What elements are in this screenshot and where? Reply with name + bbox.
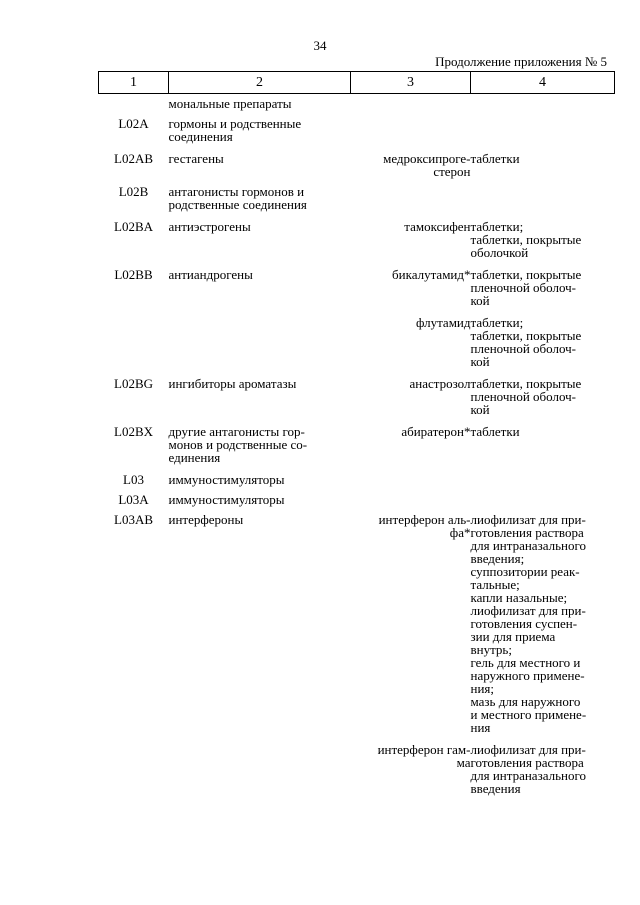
group-name-cell-line: соединения bbox=[168, 129, 233, 144]
dosage-form-cell-line: капли назальные; bbox=[470, 590, 568, 605]
dosage-form-cell-line: таблетки, покрытые bbox=[470, 376, 582, 391]
dosage-form-cell-line: пленочной оболоч- bbox=[470, 389, 576, 404]
dosage-form-cell-line: лиофилизат для при- bbox=[470, 512, 586, 527]
column-header-4: 4 bbox=[471, 72, 615, 94]
dosage-form-cell bbox=[471, 94, 615, 111]
table-row bbox=[99, 416, 615, 464]
drug-name-cell-line: бикалутамид* bbox=[392, 267, 471, 282]
table-row bbox=[99, 143, 615, 178]
column-header-3: 3 bbox=[351, 72, 471, 94]
dosage-form-cell-line: готовления суспен- bbox=[470, 616, 578, 631]
drug-name-cell bbox=[351, 368, 471, 416]
dosage-form-cell-line: мазь для наружного bbox=[470, 694, 581, 709]
dosage-form-cell-line: кой bbox=[470, 354, 490, 369]
drug-name-cell-line: фа* bbox=[449, 525, 471, 540]
drug-name-cell bbox=[351, 110, 471, 143]
group-name-cell-line: иммуностимуляторы bbox=[168, 472, 285, 487]
dosage-form-cell-line: гель для местного и bbox=[470, 655, 581, 670]
dosage-form-cell-line: тальные; bbox=[470, 577, 520, 592]
atc-code-cell: L02BB bbox=[114, 267, 153, 282]
group-name-cell-line: гормоны и родственные bbox=[168, 116, 302, 131]
column-header-1: 1 bbox=[99, 72, 169, 94]
table-row bbox=[99, 259, 615, 307]
drug-name-cell bbox=[351, 211, 471, 259]
column-number-header-row bbox=[99, 72, 615, 94]
group-name-cell bbox=[169, 259, 351, 307]
drug-name-cell bbox=[351, 486, 471, 506]
atc-code-cell: L02B bbox=[118, 184, 149, 199]
drug-name-cell-line: абиратерон* bbox=[401, 424, 471, 439]
dosage-form-cell-line: пленочной оболоч- bbox=[470, 280, 576, 295]
group-name-cell-line: гестагены bbox=[168, 151, 224, 166]
group-name-cell-line: единения bbox=[168, 450, 221, 465]
dosage-form-cell-line: для интраназального bbox=[470, 538, 586, 553]
dosage-form-cell-line: лиофилизат для при- bbox=[470, 603, 586, 618]
dosage-form-cell-line: введения; bbox=[470, 551, 525, 566]
dosage-form-cell bbox=[471, 143, 615, 178]
drug-name-cell-line: тамоксифен bbox=[404, 219, 471, 234]
table-row bbox=[99, 211, 615, 259]
dosage-form-cell-line: наружного примене- bbox=[470, 668, 585, 683]
drug-name-cell-line: анастрозол bbox=[409, 376, 471, 391]
dosage-form-cell-line: таблетки, покрытые bbox=[470, 267, 582, 282]
dosage-form-cell-line: суппозитории реак- bbox=[470, 564, 580, 579]
group-name-cell bbox=[169, 110, 351, 143]
dosage-form-cell bbox=[471, 734, 615, 795]
group-name-cell-line: мональные препараты bbox=[168, 96, 292, 111]
dosage-form-cell-line: введения bbox=[470, 781, 521, 796]
atc-code-cell: L02BA bbox=[114, 219, 153, 234]
dosage-form-cell bbox=[471, 259, 615, 307]
atc-code-cell: L02A bbox=[118, 116, 149, 131]
drug-name-cell-line: флутамид bbox=[416, 315, 471, 330]
table-body bbox=[99, 94, 615, 796]
drug-name-cell-line: стерон bbox=[433, 164, 471, 179]
group-name-cell-line: интерфероны bbox=[168, 512, 244, 527]
drug-name-cell bbox=[351, 143, 471, 178]
table-row bbox=[99, 307, 615, 368]
group-name-cell bbox=[169, 307, 351, 368]
dosage-form-cell bbox=[471, 110, 615, 143]
drug-name-cell bbox=[351, 307, 471, 368]
dosage-form-cell-line: ния bbox=[470, 720, 491, 735]
dosage-form-cell-line: оболочкой bbox=[470, 245, 529, 260]
dosage-form-cell-line: кой bbox=[470, 293, 490, 308]
dosage-form-cell-line: ния; bbox=[470, 681, 495, 696]
group-name-cell-line: ингибиторы ароматазы bbox=[168, 376, 297, 391]
table-row bbox=[99, 178, 615, 211]
dosage-form-cell-line: кой bbox=[470, 402, 490, 417]
atc-code-cell bbox=[99, 94, 169, 111]
table-row bbox=[99, 110, 615, 143]
table-row bbox=[99, 506, 615, 734]
dosage-form-cell-line: таблетки, покрытые bbox=[470, 328, 582, 343]
dosage-form-cell-line: для интраназального bbox=[470, 768, 586, 783]
dosage-form-cell bbox=[471, 464, 615, 486]
atc-code-cell bbox=[99, 307, 169, 368]
dosage-form-cell-line: лиофилизат для при- bbox=[470, 742, 586, 757]
drug-name-cell bbox=[351, 464, 471, 486]
group-name-cell-line: антагонисты гормонов и bbox=[168, 184, 305, 199]
table-row bbox=[99, 486, 615, 506]
dosage-form-cell-line: таблетки; bbox=[470, 219, 524, 234]
dosage-form-cell-line: готовления раствора bbox=[470, 755, 584, 770]
dosage-form-cell-line: таблетки, покрытые bbox=[470, 232, 582, 247]
table-row bbox=[99, 94, 615, 111]
page-number: 34 bbox=[313, 38, 327, 53]
dosage-form-cell-line: пленочной оболоч- bbox=[470, 341, 576, 356]
group-name-cell bbox=[169, 486, 351, 506]
atc-code-cell: L02BG bbox=[114, 376, 153, 391]
group-name-cell-line: иммуностимуляторы bbox=[168, 492, 285, 507]
drug-name-cell-line: ма bbox=[456, 755, 471, 770]
group-name-cell bbox=[169, 416, 351, 464]
group-name-cell bbox=[169, 143, 351, 178]
dosage-form-cell bbox=[471, 307, 615, 368]
dosage-form-cell bbox=[471, 506, 615, 734]
dosage-form-cell bbox=[471, 486, 615, 506]
column-header-2: 2 bbox=[169, 72, 351, 94]
group-name-cell bbox=[169, 211, 351, 259]
table-row bbox=[99, 368, 615, 416]
group-name-cell-line: другие антагонисты гор- bbox=[168, 424, 305, 439]
appendix-continuation-label: Продолжение приложения № 5 bbox=[435, 54, 607, 69]
group-name-cell-line: монов и родственные со- bbox=[168, 437, 308, 452]
table-row bbox=[99, 464, 615, 486]
dosage-form-cell-line: готовления раствора bbox=[470, 525, 584, 540]
drug-name-cell bbox=[351, 94, 471, 111]
drug-name-cell bbox=[351, 178, 471, 211]
group-name-cell bbox=[169, 506, 351, 734]
drug-name-cell-line: интерферон гам- bbox=[377, 742, 471, 757]
dosage-form-cell-line: таблетки bbox=[470, 151, 520, 166]
group-name-cell bbox=[169, 464, 351, 486]
atc-code-cell: L02AB bbox=[114, 151, 153, 166]
dosage-form-cell bbox=[471, 416, 615, 464]
dosage-form-cell-line: внутрь; bbox=[470, 642, 512, 657]
dosage-form-cell bbox=[471, 368, 615, 416]
group-name-cell-line: родственные соединения bbox=[168, 197, 307, 212]
dosage-form-cell bbox=[471, 211, 615, 259]
dosage-form-cell-line: и местного примене- bbox=[470, 707, 587, 722]
drug-name-cell bbox=[351, 506, 471, 734]
drug-name-cell bbox=[351, 259, 471, 307]
atc-code-cell: L03 bbox=[123, 472, 144, 487]
drug-name-cell-line: медроксипроге- bbox=[383, 151, 471, 166]
drug-classification-table bbox=[98, 71, 615, 795]
group-name-cell-line: антиандрогены bbox=[168, 267, 253, 282]
atc-code-cell bbox=[99, 734, 169, 795]
atc-code-cell: L03A bbox=[118, 492, 149, 507]
table-row bbox=[99, 734, 615, 795]
drug-name-cell-line: интерферон аль- bbox=[378, 512, 471, 527]
group-name-cell bbox=[169, 734, 351, 795]
dosage-form-cell-line: зии для приема bbox=[470, 629, 556, 644]
atc-code-cell: L03AB bbox=[114, 512, 153, 527]
drug-name-cell bbox=[351, 416, 471, 464]
group-name-cell bbox=[169, 368, 351, 416]
dosage-form-cell bbox=[471, 178, 615, 211]
drug-name-cell bbox=[351, 734, 471, 795]
group-name-cell bbox=[169, 94, 351, 111]
dosage-form-cell-line: таблетки bbox=[470, 424, 520, 439]
group-name-cell bbox=[169, 178, 351, 211]
group-name-cell-line: антиэстрогены bbox=[168, 219, 251, 234]
dosage-form-cell-line: таблетки; bbox=[470, 315, 524, 330]
atc-code-cell: L02BX bbox=[114, 424, 153, 439]
